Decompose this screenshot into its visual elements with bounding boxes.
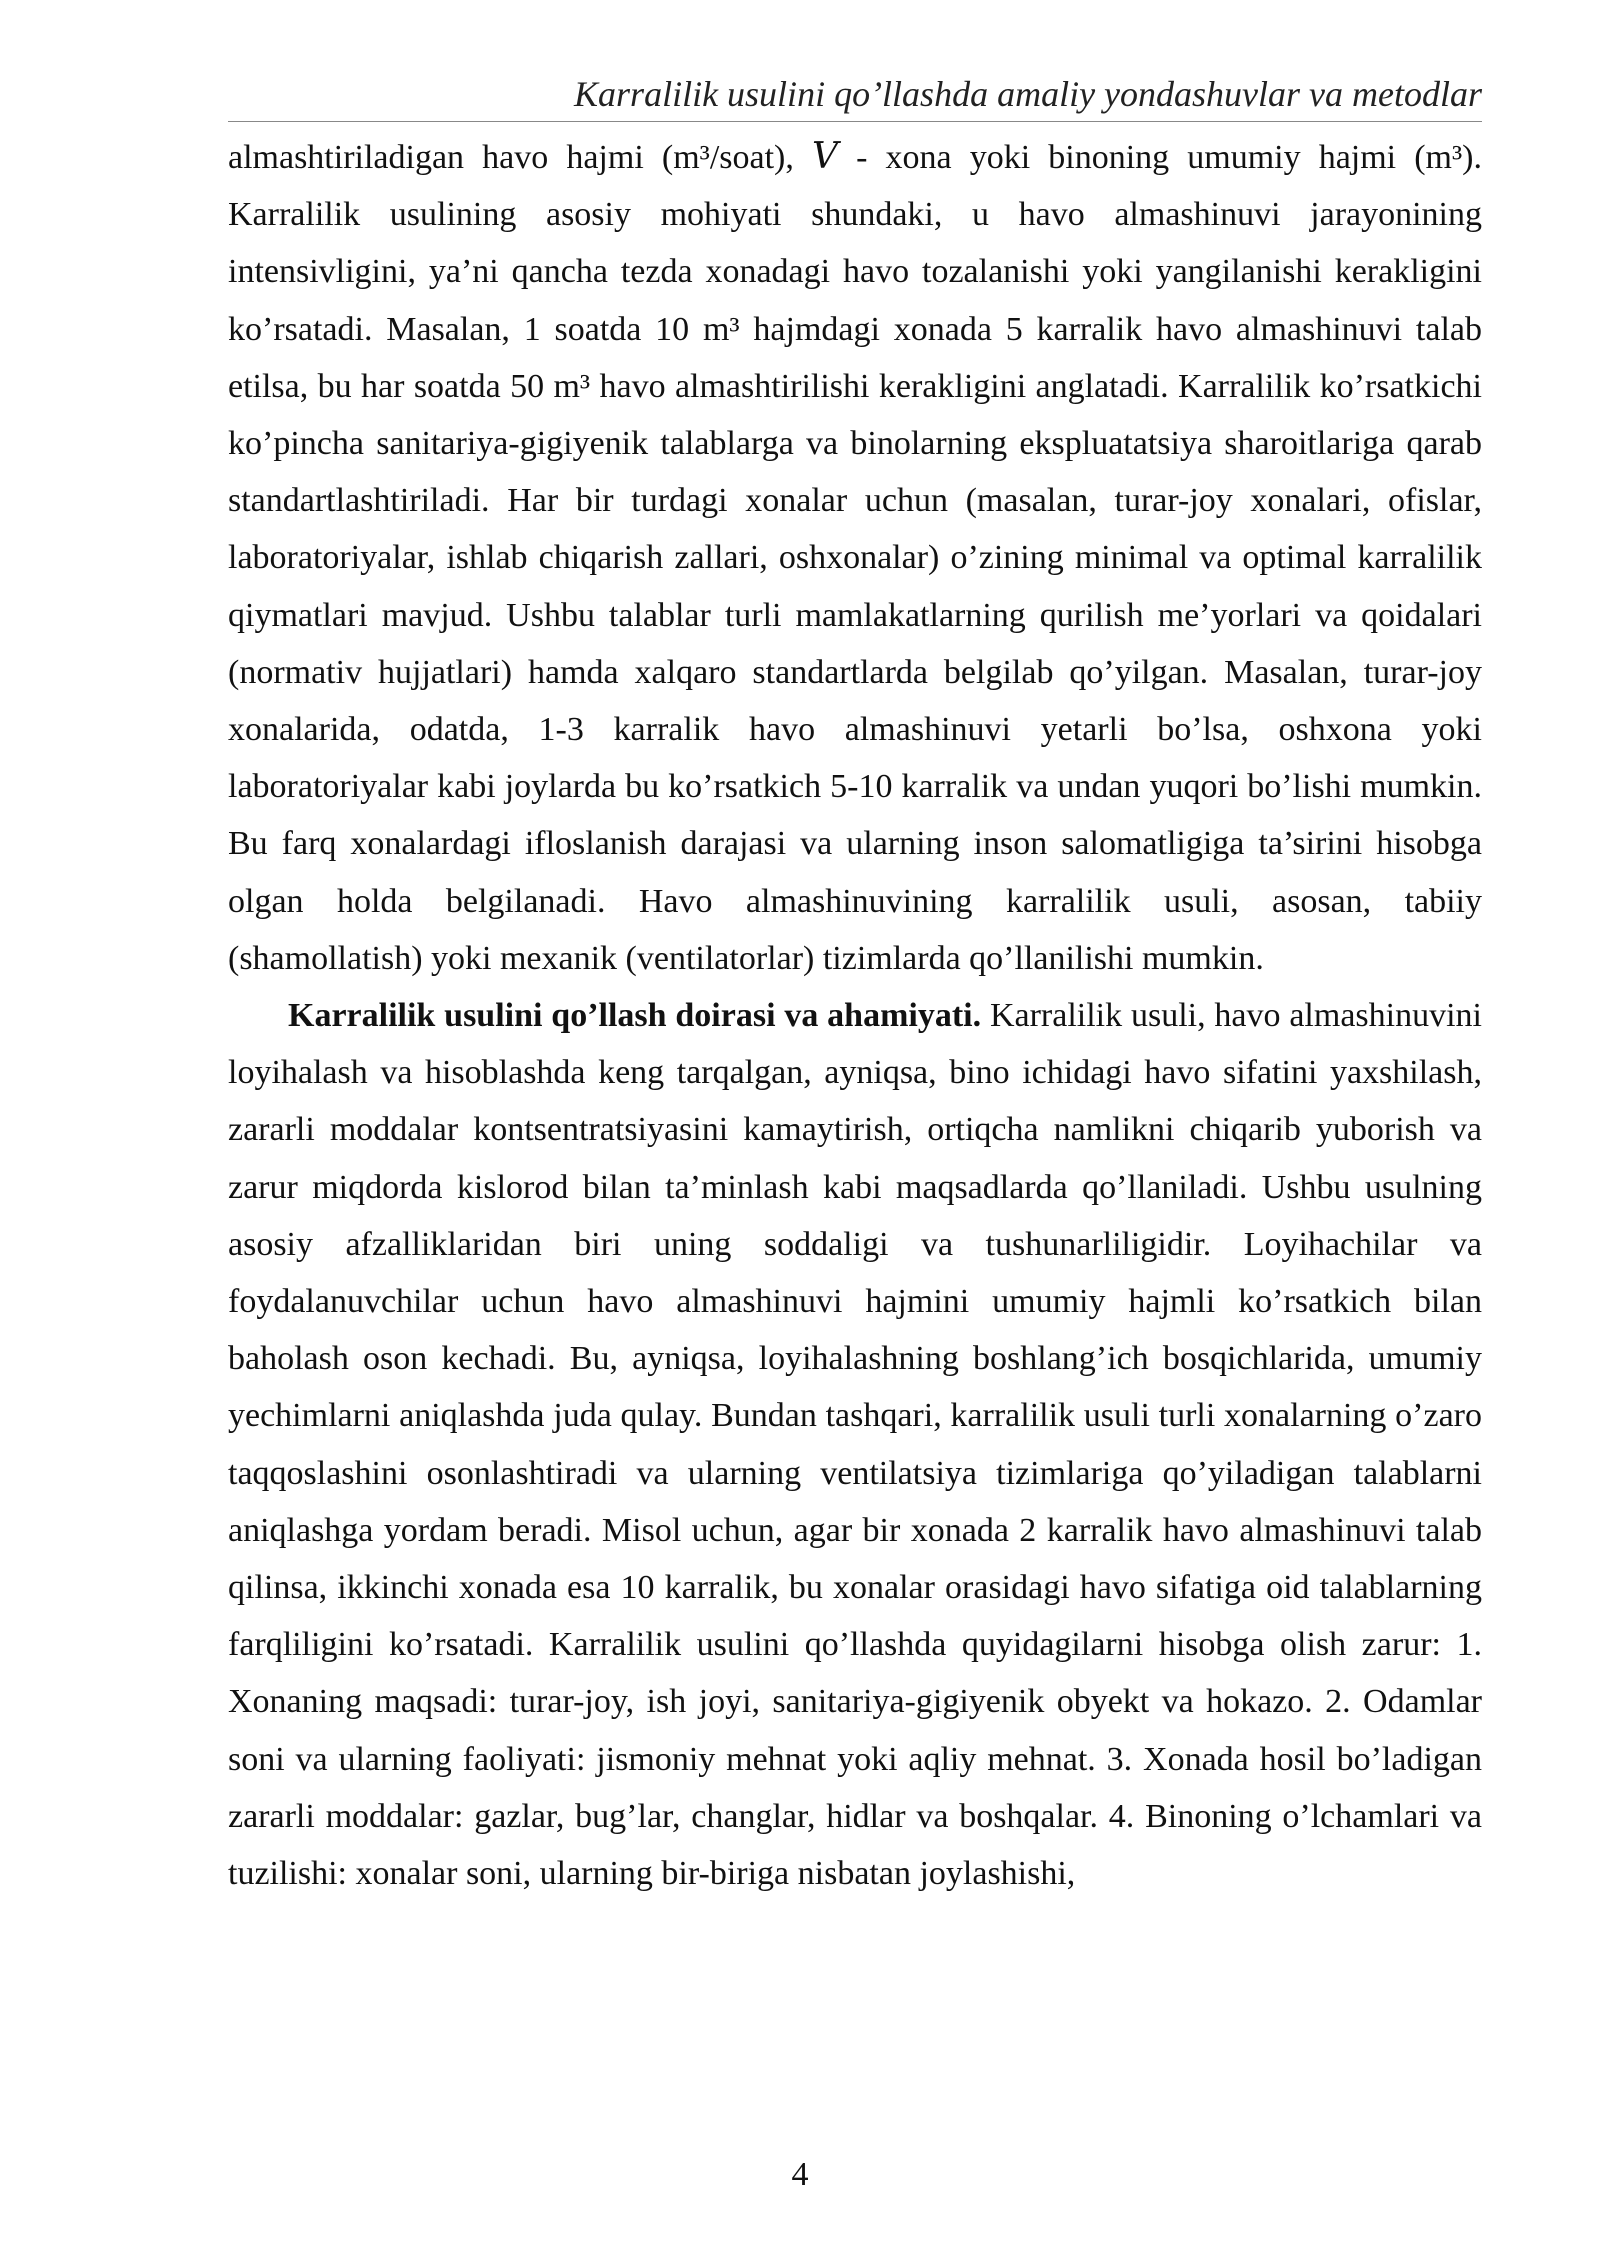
page-number: 4: [791, 2156, 809, 2193]
paragraph-2: [228, 987, 1482, 1902]
section-heading: Karralilik usulini qo’llash doirasi va ahamiyati.: [288, 997, 982, 1035]
header-divider: [228, 121, 1482, 122]
running-header: Karralilik usulini qo’llashda amaliy yondashuvlar va metodlar: [574, 74, 1482, 114]
paragraph-1: [228, 128, 1482, 987]
body-text: [228, 128, 1482, 1902]
volume-variable: V: [811, 136, 838, 177]
paragraph-2-text: Karralilik usuli, havo almashinuvini loyihalash va hisoblashda keng tarqalgan, ayniqsa, bino ichidagi havo sifatini yaxshilash, zararli moddalar kontsentratsiyasini kamaytirish, ortiqcha namlikni chiqarib yuborish va zarur miqdorda kislorod bilan ta’minlash kabi maqsadlarda qo’llaniladi. Ushbu usulning asosiy afzalliklaridan biri uning soddaligi va tushunarliligidir. Loyihachilar va foydalanuvchilar uchun havo almashinuvi hajmini umumiy hajmli ko’rsatkich bilan baholash oson kechadi. Bu, ayniqsa, loyihalashning boshlang’ich bosqichlarida, umumiy yechimlarni aniqlashda juda qulay. Bundan tashqari, karralilik usuli turli xonalarning o’zaro taqqoslashini osonlashtiradi va ularning ventilatsiya tizimlariga qo’yiladigan talablarni aniqlashga yordam beradi. Misol uchun, agar bir xonada 2 karralik havo almashinuvi talab qilinsa, ikkinchi xonada esa 10 karralik, bu xonalar orasidagi havo sifatiga oid talablarning farqliligini ko’rsatadi. Karralilik usulini qo’llashda quyidagilarni hisobga olish zarur: 1. Xonaning maqsadi: turar-joy, ish joyi, sanitariya-gigiyenik obyekt va hokazo. 2. Odamlar soni va ularning faoliyati: jismoniy mehnat yoki aqliy mehnat. 3. Xonada hosil bo’ladigan zararli moddalar: gazlar, bug’lar, changlar, hidlar va boshqalar. 4. Binoning o’lchamlari va tuzilishi: xonalar soni, ularning bir-biriga nisbatan joylashishi,: [228, 997, 1482, 1893]
paragraph-1-start: almashtiriladigan havo hajmi (m³/soat),: [228, 139, 812, 176]
paragraph-1-rest: - xona yoki binoning umumiy hajmi (m³). Karralilik usulining asosiy mohiyati shundaki, u havo almashinuvi jarayonining intensivligini, ya’ni qancha tezda xonadagi havo tozalanishi yoki yangilanishi kerakligini ko’rsatadi. Masalan, 1 soatda 10 m³ hajmdagi xonada 5 karralik havo almashinuvi talab etilsa, bu har soatda 50 m³ havo almashtirilishi kerakligini anglatadi. Karralilik ko’rsatkichi ko’pincha sanitariya-gigiyenik talablarga va binolarning ekspluatatsiya sharoitlariga qarab standartlashtiriladi. Har bir turdagi xonalar uchun (masalan, turar-joy xonalari, ofislar, laboratoriyalar, ishlab chiqarish zallari, oshxonalar) o’zining minimal va optimal karralilik qiymatlari mavjud. Ushbu talablar turli mamlakatlarning qurilish me’yorlari va qoidalari (normativ hujjatlari) hamda xalqaro standartlarda belgilab qo’yilgan. Masalan, turar-joy xonalarida, odatda, 1-3 karralik havo almashinuvi yetarli bo’lsa, oshxona yoki laboratoriyalar kabi joylarda bu ko’rsatkich 5-10 karralik va undan yuqori bo’lishi mumkin. Bu farq xonalardagi ifloslanish darajasi va ularning inson salomatligiga ta’sirini hisobga olgan holda belgilanadi. Havo almashinuvining karralilik usuli, asosan, tabiiy (shamollatish) yoki mexanik (ventilatorlar) tizimlarda qo’llanilishi mumkin.: [228, 139, 1483, 977]
